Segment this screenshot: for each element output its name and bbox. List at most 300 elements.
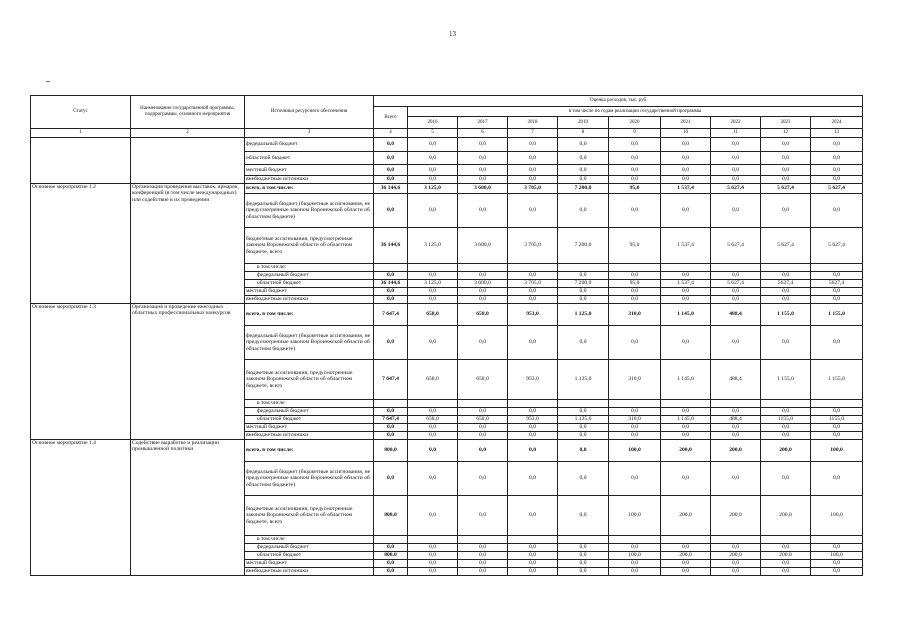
row-source: областной бюджет (245, 280, 374, 288)
row-total: 36 144,6 (374, 280, 408, 288)
row-total: 0,0 (374, 424, 408, 432)
row-value-2019: 0,0 (558, 544, 609, 552)
row-value-2018: 0,0 (508, 194, 558, 228)
row-value-2020: 0,0 (609, 408, 661, 416)
column-number: 12 (761, 129, 811, 138)
header-year-2018: 2018 (508, 117, 558, 129)
row-value-2019: 0,0 (558, 552, 609, 560)
row-value-2024: 100,0 (811, 496, 863, 536)
row-value-2019: 1 125,0 (558, 416, 609, 424)
row-value-2021: 0,0 (661, 176, 711, 184)
row-status: Основное мероприятие 1.4 (31, 440, 131, 576)
header-year-2024: 2024 (811, 117, 863, 129)
row-value-2024: 0,0 (811, 408, 863, 416)
row-total (374, 264, 408, 272)
row-value-2021 (661, 536, 711, 544)
row-value-2023: 0,0 (761, 408, 811, 416)
row-value-2023: 200,0 (761, 552, 811, 560)
row-value-2022: 0,0 (711, 288, 761, 296)
row-value-2017: 3 600,0 (458, 184, 508, 194)
row-value-2024: 0,0 (811, 194, 863, 228)
header-year-2019: 2019 (558, 117, 609, 129)
row-value-2019: 7 200,0 (558, 184, 609, 194)
row-value-2021: 0,0 (661, 432, 711, 440)
row-value-2020: 0,0 (609, 296, 661, 304)
row-source: областной бюджет (245, 552, 374, 560)
row-value-2023 (761, 536, 811, 544)
row-value-2023: 0,0 (761, 568, 811, 576)
row-value-2022: 0,0 (711, 544, 761, 552)
row-source: в том числе: (245, 264, 374, 272)
row-value-2017: 0,0 (458, 152, 508, 165)
row-value-2018: 0,0 (508, 408, 558, 416)
row-value-2018: 0,0 (508, 272, 558, 280)
header-by-years: в том числе по годам реализации государственной программы (408, 107, 863, 117)
row-value-2021: 0,0 (661, 152, 711, 165)
row-value-2017: 0,0 (458, 432, 508, 440)
row-value-2021: 0,0 (661, 424, 711, 432)
row-total: 7 647,4 (374, 360, 408, 400)
row-value-2020: 0,0 (609, 138, 661, 152)
row-value-2017 (458, 400, 508, 408)
row-value-2024: 5 627,4 (811, 228, 863, 264)
row-value-2019: 1 125,0 (558, 360, 609, 400)
row-value-2020: 0,0 (609, 432, 661, 440)
row-value-2019: 1 125,0 (558, 304, 609, 326)
row-value-2020: 0,0 (609, 176, 661, 184)
row-source: федеральный бюджет (245, 138, 374, 152)
row-activity-name: Организация и проведение ежегодных областных профессиональных конкурсов (131, 304, 245, 440)
row-source: федеральный бюджет (245, 408, 374, 416)
row-value-2024: 0,0 (811, 296, 863, 304)
row-value-2017: 3 600,0 (458, 228, 508, 264)
row-value-2017: 3 600,0 (458, 280, 508, 288)
row-activity-name: Организация проведения выставок, ярмарок, конференций (в том числе международных) или содействие в их проведении (131, 184, 245, 304)
row-value-2017: 0,0 (458, 408, 508, 416)
row-source: в том числе (245, 400, 374, 408)
row-value-2024 (811, 264, 863, 272)
row-value-2018 (508, 400, 558, 408)
column-number: 8 (558, 129, 609, 138)
row-value-2016: 658,0 (408, 304, 458, 326)
row-total: 0,0 (374, 176, 408, 184)
row-value-2022: 0,0 (711, 176, 761, 184)
row-source: федеральный бюджет (бюджетные ассигнования, не предусмотренные законом Воронежской области об областном бюджете) (245, 462, 374, 496)
row-value-2019: 0,0 (558, 194, 609, 228)
row-value-2022: 200,0 (711, 440, 761, 462)
row-value-2017: 0,0 (458, 544, 508, 552)
row-value-2023: 0,0 (761, 138, 811, 152)
row-value-2022: 0,0 (711, 152, 761, 165)
row-value-2016: 0,0 (408, 408, 458, 416)
row-value-2018: 3 705,0 (508, 280, 558, 288)
row-total: 0,0 (374, 462, 408, 496)
column-number: 5 (408, 129, 458, 138)
row-value-2024: 1155,0 (811, 416, 863, 424)
row-value-2017: 658,0 (458, 416, 508, 424)
row-value-2020: 0,0 (609, 424, 661, 432)
row-value-2021: 0,0 (661, 296, 711, 304)
row-source: внебюджетные источники (245, 432, 374, 440)
row-total: 7 647,4 (374, 304, 408, 326)
row-value-2016: 0,0 (408, 432, 458, 440)
row-value-2020: 95,0 (609, 280, 661, 288)
row-total: 0,0 (374, 326, 408, 360)
header-year-2020: 2020 (609, 117, 661, 129)
scan-mark (46, 81, 50, 82)
row-source: всего, в том числе: (245, 304, 374, 326)
row-value-2022 (711, 536, 761, 544)
row-value-2018: 0,0 (508, 552, 558, 560)
row-value-2023: 0,0 (761, 176, 811, 184)
row-value-2024: 0,0 (811, 432, 863, 440)
row-source: внебюджетные источники (245, 296, 374, 304)
row-value-2019: 7 200,0 (558, 280, 609, 288)
row-value-2021: 200,0 (661, 552, 711, 560)
row-total (374, 400, 408, 408)
row-total: 800,0 (374, 440, 408, 462)
row-value-2024: 0,0 (811, 462, 863, 496)
column-number: 7 (508, 129, 558, 138)
header-year-2022: 2022 (711, 117, 761, 129)
row-total: 0,0 (374, 408, 408, 416)
row-value-2023: 0,0 (761, 194, 811, 228)
row-value-2024: 0,0 (811, 568, 863, 576)
row-value-2023: 0,0 (761, 462, 811, 496)
row-value-2020: 0,0 (609, 288, 661, 296)
row-value-2019 (558, 400, 609, 408)
row-value-2017 (458, 264, 508, 272)
row-activity-name (131, 138, 245, 184)
row-value-2016: 0,0 (408, 552, 458, 560)
row-total: 0,0 (374, 272, 408, 280)
row-value-2019: 0,0 (558, 152, 609, 165)
row-value-2016: 0,0 (408, 496, 458, 536)
row-source: местный бюджет (245, 288, 374, 296)
row-value-2021: 0,0 (661, 138, 711, 152)
row-value-2022: 0,0 (711, 560, 761, 568)
row-value-2022: 0,0 (711, 326, 761, 360)
row-source: внебюджетные источники (245, 176, 374, 184)
row-value-2018: 0,0 (508, 432, 558, 440)
row-value-2016 (408, 536, 458, 544)
row-value-2018: 0,0 (508, 544, 558, 552)
row-value-2024: 100,0 (811, 552, 863, 560)
row-status (31, 138, 131, 184)
row-value-2016: 3 125,0 (408, 280, 458, 288)
header-year-2021: 2021 (661, 117, 711, 129)
row-value-2016: 0,0 (408, 462, 458, 496)
row-value-2018: 0,0 (508, 165, 558, 176)
row-value-2016: 0,0 (408, 194, 458, 228)
row-value-2023: 5 627,4 (761, 228, 811, 264)
row-value-2017: 0,0 (458, 176, 508, 184)
row-value-2019 (558, 536, 609, 544)
row-total: 800,0 (374, 552, 408, 560)
row-value-2021: 0,0 (661, 326, 711, 360)
row-value-2020: 95,0 (609, 228, 661, 264)
row-value-2020: 0,0 (609, 326, 661, 360)
row-value-2018: 0,0 (508, 462, 558, 496)
header-year-2023: 2023 (761, 117, 811, 129)
row-value-2016: 0,0 (408, 296, 458, 304)
row-value-2018: 0,0 (508, 152, 558, 165)
row-value-2022: 0,0 (711, 194, 761, 228)
row-value-2019 (558, 264, 609, 272)
row-value-2019: 0,0 (558, 496, 609, 536)
row-value-2021: 1 537,4 (661, 280, 711, 288)
row-value-2024: 0,0 (811, 544, 863, 552)
row-value-2019: 0,0 (558, 440, 609, 462)
row-value-2022: 488,4 (711, 304, 761, 326)
row-value-2022: 200,0 (711, 496, 761, 536)
row-value-2023: 0,0 (761, 272, 811, 280)
header-name: Наименование государственной программы, подпрограммы, основного мероприятия (131, 96, 245, 129)
row-value-2021 (661, 264, 711, 272)
row-value-2021: 1 537,4 (661, 184, 711, 194)
row-source: всего, в том числе: (245, 184, 374, 194)
row-total: 0,0 (374, 138, 408, 152)
row-value-2019: 0,0 (558, 560, 609, 568)
row-value-2024: 0,0 (811, 288, 863, 296)
row-value-2018: 0,0 (508, 568, 558, 576)
row-value-2017: 0,0 (458, 462, 508, 496)
row-value-2023: 200,0 (761, 440, 811, 462)
row-value-2020: 100,0 (609, 496, 661, 536)
row-source: федеральный бюджет (245, 544, 374, 552)
row-value-2023: 0,0 (761, 326, 811, 360)
row-value-2017: 0,0 (458, 568, 508, 576)
row-total: 36 144,6 (374, 228, 408, 264)
row-source: федеральный бюджет (бюджетные ассигнования, не предусмотренные законом Воронежской области об областном бюджете) (245, 194, 374, 228)
row-value-2017: 0,0 (458, 138, 508, 152)
row-value-2023: 0,0 (761, 424, 811, 432)
row-value-2021: 0,0 (661, 288, 711, 296)
row-total: 0,0 (374, 544, 408, 552)
row-source: местный бюджет (245, 424, 374, 432)
row-value-2017: 0,0 (458, 560, 508, 568)
row-source: областной бюджет (245, 416, 374, 424)
row-source: внебюджетные источники (245, 568, 374, 576)
row-value-2021: 0,0 (661, 408, 711, 416)
row-value-2022: 0,0 (711, 296, 761, 304)
row-value-2024: 0,0 (811, 424, 863, 432)
row-value-2018: 0,0 (508, 440, 558, 462)
row-value-2018: 0,0 (508, 138, 558, 152)
row-value-2023: 0,0 (761, 152, 811, 165)
row-value-2022: 0,0 (711, 424, 761, 432)
row-source: областной бюджет (245, 152, 374, 165)
row-total: 0,0 (374, 194, 408, 228)
column-number: 2 (131, 129, 245, 138)
header-sources: Источники ресурсного обеспечения (245, 96, 374, 129)
row-value-2024: 0,0 (811, 176, 863, 184)
row-source: бюджетные ассигнования, предусмотренные законом Воронежской области об областном бюджете, всего (245, 228, 374, 264)
row-value-2023: 1155,0 (761, 416, 811, 424)
table-row (31, 184, 863, 194)
row-value-2016: 3 125,0 (408, 228, 458, 264)
row-value-2020: 0,0 (609, 544, 661, 552)
row-value-2024: 5 627,4 (811, 184, 863, 194)
row-value-2021: 200,0 (661, 496, 711, 536)
row-total: 7 647,4 (374, 416, 408, 424)
row-total: 36 144,6 (374, 184, 408, 194)
row-value-2019: 0,0 (558, 462, 609, 496)
row-value-2017: 0,0 (458, 496, 508, 536)
column-number: 1 (31, 129, 131, 138)
row-source: бюджетные ассигнования, предусмотренные законом Воронежской области об областном бюджете, всего (245, 360, 374, 400)
row-value-2017: 0,0 (458, 194, 508, 228)
row-value-2022: 0,0 (711, 568, 761, 576)
row-value-2017: 0,0 (458, 440, 508, 462)
row-value-2023: 5 627,4 (761, 184, 811, 194)
column-number: 11 (711, 129, 761, 138)
row-value-2022: 488,4 (711, 416, 761, 424)
row-value-2016: 658,0 (408, 360, 458, 400)
row-value-2016: 0,0 (408, 544, 458, 552)
row-value-2019: 0,0 (558, 165, 609, 176)
row-value-2023: 5627,4 (761, 280, 811, 288)
row-value-2018: 953,0 (508, 360, 558, 400)
row-value-2018: 0,0 (508, 424, 558, 432)
row-value-2018: 0,0 (508, 288, 558, 296)
row-value-2020: 310,0 (609, 360, 661, 400)
header-status: Статус (31, 96, 131, 129)
row-value-2017: 658,0 (458, 304, 508, 326)
row-value-2018: 953,0 (508, 416, 558, 424)
table-row (31, 138, 863, 152)
header-year-2017: 2017 (458, 117, 508, 129)
row-value-2020: 100,0 (609, 552, 661, 560)
row-value-2019: 0,0 (558, 296, 609, 304)
row-value-2022: 0,0 (711, 462, 761, 496)
row-value-2023: 0,0 (761, 544, 811, 552)
row-value-2024: 1 155,0 (811, 304, 863, 326)
row-value-2021: 0,0 (661, 272, 711, 280)
row-value-2020 (609, 400, 661, 408)
row-value-2016: 0,0 (408, 272, 458, 280)
row-source: федеральный бюджет (бюджетные ассигнования, не предусмотренные законом Воронежской области об областном бюджете) (245, 326, 374, 360)
row-value-2021: 0,0 (661, 568, 711, 576)
row-total: 0,0 (374, 432, 408, 440)
row-value-2017: 0,0 (458, 288, 508, 296)
row-value-2024: 1 155,0 (811, 360, 863, 400)
row-value-2022: 0,0 (711, 165, 761, 176)
row-value-2023: 200,0 (761, 496, 811, 536)
row-value-2020: 0,0 (609, 272, 661, 280)
row-value-2016: 0,0 (408, 152, 458, 165)
row-source: местный бюджет (245, 560, 374, 568)
row-value-2019: 0,0 (558, 176, 609, 184)
row-value-2022: 0,0 (711, 408, 761, 416)
column-number: 10 (661, 129, 711, 138)
row-value-2018: 953,0 (508, 304, 558, 326)
row-value-2022: 0,0 (711, 272, 761, 280)
table-row (31, 440, 863, 462)
column-number: 6 (458, 129, 508, 138)
row-value-2020: 310,0 (609, 416, 661, 424)
row-value-2016: 0,0 (408, 138, 458, 152)
row-value-2019: 7 200,0 (558, 228, 609, 264)
row-value-2024: 0,0 (811, 152, 863, 165)
row-status: Основное мероприятие 1.3 (31, 304, 131, 440)
row-value-2021: 200,0 (661, 440, 711, 462)
row-total: 0,0 (374, 152, 408, 165)
row-value-2020: 95,0 (609, 184, 661, 194)
row-value-2021: 1 537,4 (661, 228, 711, 264)
row-value-2017: 0,0 (458, 552, 508, 560)
row-value-2024 (811, 536, 863, 544)
row-value-2017: 658,0 (458, 360, 508, 400)
row-value-2023: 0,0 (761, 560, 811, 568)
row-value-2020: 0,0 (609, 560, 661, 568)
row-source: федеральный бюджет (245, 272, 374, 280)
column-number: 4 (374, 129, 408, 138)
row-value-2021: 0,0 (661, 462, 711, 496)
row-source: бюджетные ассигнования, предусмотренные законом Воронежской области об областном бюджете, всего (245, 496, 374, 536)
row-total: 0,0 (374, 288, 408, 296)
row-value-2021: 1 145,0 (661, 360, 711, 400)
row-value-2018: 3 705,0 (508, 228, 558, 264)
row-value-2016: 0,0 (408, 560, 458, 568)
header-estimate: Оценка расходов, тыс. руб (374, 96, 863, 107)
row-total: 0,0 (374, 560, 408, 568)
row-value-2017 (458, 536, 508, 544)
row-activity-name: Содействие выработке и реализации промышленной политики (131, 440, 245, 576)
row-value-2018: 0,0 (508, 296, 558, 304)
row-value-2020: 310,0 (609, 304, 661, 326)
row-value-2023: 0,0 (761, 432, 811, 440)
row-value-2016: 0,0 (408, 424, 458, 432)
row-total: 0,0 (374, 296, 408, 304)
row-value-2021: 0,0 (661, 560, 711, 568)
row-value-2022: 5 627,4 (711, 184, 761, 194)
row-value-2022 (711, 264, 761, 272)
row-value-2018: 0,0 (508, 496, 558, 536)
row-value-2021: 1 145,0 (661, 304, 711, 326)
row-value-2022 (711, 400, 761, 408)
row-value-2016: 0,0 (408, 165, 458, 176)
row-value-2017: 0,0 (458, 326, 508, 360)
row-total: 0,0 (374, 165, 408, 176)
table-row (31, 304, 863, 326)
row-value-2019: 0,0 (558, 272, 609, 280)
column-number: 9 (609, 129, 661, 138)
row-total: 800,0 (374, 496, 408, 536)
row-value-2020 (609, 264, 661, 272)
row-value-2019: 0,0 (558, 326, 609, 360)
row-value-2024: 0,0 (811, 165, 863, 176)
row-value-2022: 5 627,4 (711, 280, 761, 288)
row-value-2020 (609, 536, 661, 544)
row-status: Основное мероприятие 1.2 (31, 184, 131, 304)
row-value-2022: 200,0 (711, 552, 761, 560)
row-value-2023 (761, 264, 811, 272)
column-number: 3 (245, 129, 374, 138)
row-value-2017: 0,0 (458, 165, 508, 176)
row-source: в том числе (245, 536, 374, 544)
row-value-2021: 0,0 (661, 165, 711, 176)
row-value-2018: 0,0 (508, 176, 558, 184)
row-value-2020: 0,0 (609, 165, 661, 176)
row-value-2021 (661, 400, 711, 408)
budget-table (30, 95, 863, 576)
row-value-2021: 0,0 (661, 544, 711, 552)
header-year-2016: 2016 (408, 117, 458, 129)
row-value-2024: 5627,4 (811, 280, 863, 288)
row-value-2019: 0,0 (558, 432, 609, 440)
row-value-2016: 0,0 (408, 568, 458, 576)
